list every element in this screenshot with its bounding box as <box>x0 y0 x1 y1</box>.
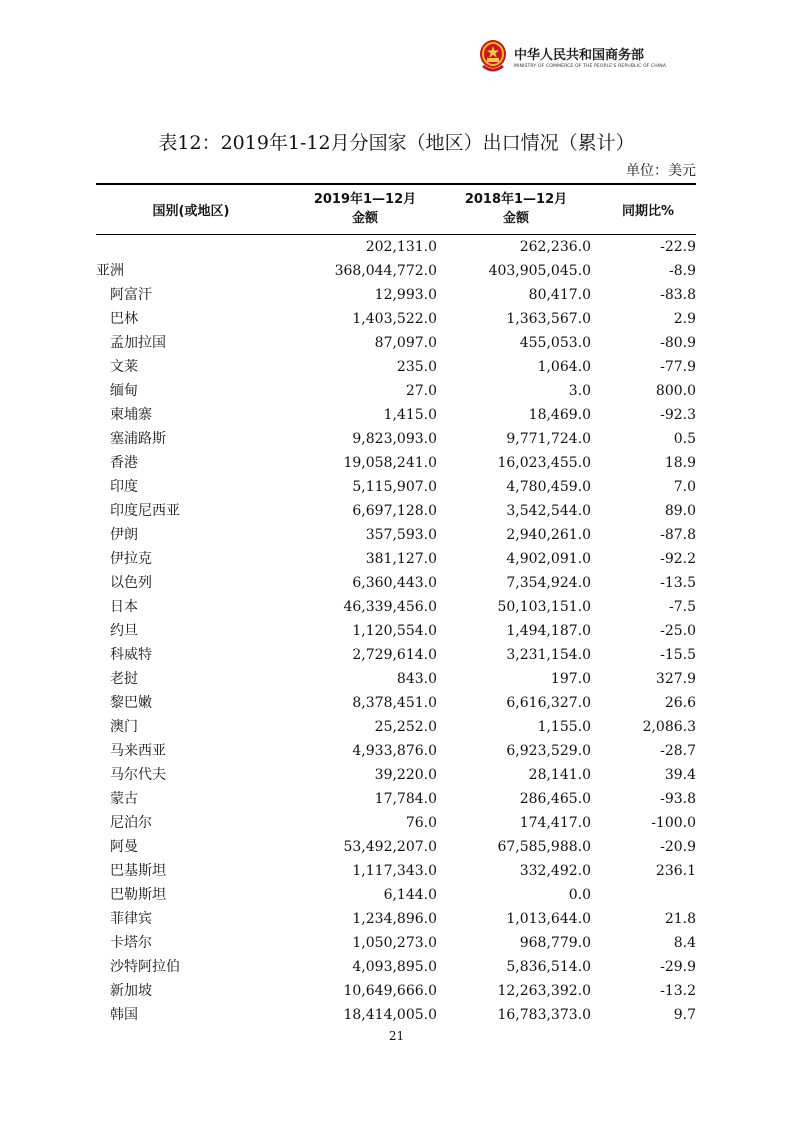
table-row <box>0 403 793 427</box>
yoy-cell: 800.0 <box>655 383 696 399</box>
table-row <box>0 355 793 379</box>
ministry-name-cn: 中华人民共和国商务部 <box>514 48 645 63</box>
amount-2019-cell: 18,414,005.0 <box>343 1007 437 1023</box>
country-cell: 科威特 <box>110 647 152 663</box>
yoy-cell: 8.4 <box>673 935 696 951</box>
amount-2019-cell: 8,378,451.0 <box>352 695 437 711</box>
amount-2019-cell: 6,360,443.0 <box>352 575 437 591</box>
amount-2018-cell: 6,923,529.0 <box>506 743 591 759</box>
amount-2018-cell: 16,783,373.0 <box>497 1007 591 1023</box>
table-title: 表12：2019年1-12月分国家（地区）出口情况（累计） <box>158 132 635 154</box>
amount-2019-cell: 1,234,896.0 <box>352 911 437 927</box>
yoy-cell: -28.7 <box>660 743 696 759</box>
yoy-cell: -93.8 <box>660 791 696 807</box>
yoy-cell: 7.0 <box>673 479 696 495</box>
amount-2019-cell: 202,131.0 <box>365 239 437 255</box>
amount-2018-cell: 80,417.0 <box>528 287 591 303</box>
yoy-cell: 2,086.3 <box>642 719 696 735</box>
amount-2019-cell: 87,097.0 <box>374 335 437 351</box>
country-cell: 香港 <box>110 455 138 471</box>
table-row <box>0 979 793 1003</box>
country-cell: 新加坡 <box>110 983 152 999</box>
table-row <box>0 715 793 739</box>
country-cell: 阿富汗 <box>110 287 152 303</box>
column-header-country: 国别(或地区) <box>152 204 230 219</box>
yoy-cell: -83.8 <box>660 287 696 303</box>
table-row <box>0 787 793 811</box>
yoy-cell: -8.9 <box>669 263 696 279</box>
table-row <box>0 955 793 979</box>
yoy-cell: 89.0 <box>664 503 696 519</box>
yoy-cell: -22.9 <box>660 239 696 255</box>
country-cell: 约旦 <box>110 623 138 639</box>
amount-2018-cell: 1,494,187.0 <box>506 623 591 639</box>
amount-2018-cell: 332,492.0 <box>519 863 591 879</box>
table-body <box>0 235 793 1027</box>
amount-2019-cell: 2,729,614.0 <box>352 647 437 663</box>
country-cell: 巴勒斯坦 <box>110 887 166 903</box>
table-row <box>0 283 793 307</box>
country-cell: 巴基斯坦 <box>110 863 166 879</box>
amount-2019-cell: 17,784.0 <box>374 791 437 807</box>
country-cell: 马尔代夫 <box>110 767 166 783</box>
yoy-cell: 2.9 <box>673 311 696 327</box>
table-row <box>0 1003 793 1027</box>
amount-2018-cell: 7,354,924.0 <box>506 575 591 591</box>
country-cell: 澳门 <box>110 719 138 735</box>
amount-2018-cell: 3,231,154.0 <box>506 647 591 663</box>
yoy-cell: -29.9 <box>660 959 696 975</box>
table-row <box>0 451 793 475</box>
yoy-cell: -7.5 <box>669 599 696 615</box>
column-header-2018 <box>440 190 592 228</box>
amount-2018-cell: 9,771,724.0 <box>506 431 591 447</box>
country-cell: 伊拉克 <box>110 551 152 567</box>
country-cell: 缅甸 <box>110 383 138 399</box>
country-cell: 柬埔寨 <box>110 407 152 423</box>
yoy-cell: 21.8 <box>664 911 696 927</box>
yoy-cell: -77.9 <box>660 359 696 375</box>
amount-2018-cell: 197.0 <box>550 671 591 687</box>
table-row <box>0 763 793 787</box>
country-cell: 老挝 <box>110 671 138 687</box>
country-cell: 沙特阿拉伯 <box>110 959 180 975</box>
amount-2019-cell: 235.0 <box>396 359 437 375</box>
amount-2018-cell: 1,155.0 <box>537 719 591 735</box>
amount-2019-cell: 843.0 <box>396 671 437 687</box>
yoy-cell: -92.3 <box>660 407 696 423</box>
amount-2019-cell: 357,593.0 <box>365 527 437 543</box>
yoy-cell: -80.9 <box>660 335 696 351</box>
country-cell: 塞浦路斯 <box>110 431 166 447</box>
yoy-cell: 236.1 <box>655 863 696 879</box>
amount-2018-cell: 455,053.0 <box>519 335 591 351</box>
table-row <box>0 595 793 619</box>
table-row <box>0 307 793 331</box>
column-header-2019-amount: 金额 <box>351 211 378 226</box>
column-header-2018-period: 2018年1—12月 <box>464 192 568 207</box>
country-cell: 文莱 <box>110 359 138 375</box>
yoy-cell: 9.7 <box>673 1007 696 1023</box>
yoy-cell: 26.6 <box>664 695 696 711</box>
amount-2018-cell: 67,585,988.0 <box>497 839 591 855</box>
amount-2018-cell: 4,780,459.0 <box>506 479 591 495</box>
table-row <box>0 427 793 451</box>
table-row <box>0 883 793 907</box>
country-cell: 阿曼 <box>110 839 138 855</box>
yoy-cell: -15.5 <box>660 647 696 663</box>
amount-2019-cell: 6,697,128.0 <box>352 503 437 519</box>
amount-2018-cell: 6,616,327.0 <box>506 695 591 711</box>
table-row <box>0 739 793 763</box>
table-row <box>0 859 793 883</box>
yoy-cell: 327.9 <box>655 671 696 687</box>
table-row <box>0 475 793 499</box>
table-row <box>0 331 793 355</box>
amount-2018-cell: 3,542,544.0 <box>506 503 591 519</box>
amount-2018-cell: 5,836,514.0 <box>506 959 591 975</box>
country-cell: 韩国 <box>110 1007 138 1023</box>
country-cell: 孟加拉国 <box>110 335 166 351</box>
yoy-cell: 18.9 <box>664 455 696 471</box>
table-row <box>0 235 793 259</box>
yoy-cell: 0.5 <box>673 431 696 447</box>
amount-2019-cell: 1,117,343.0 <box>352 863 437 879</box>
amount-2018-cell: 18,469.0 <box>528 407 591 423</box>
yoy-cell: -20.9 <box>660 839 696 855</box>
country-cell: 蒙古 <box>110 791 138 807</box>
country-cell: 日本 <box>110 599 138 615</box>
amount-2019-cell: 9,823,093.0 <box>352 431 437 447</box>
table-row <box>0 571 793 595</box>
amount-2019-cell: 4,933,876.0 <box>352 743 437 759</box>
amount-2019-cell: 27.0 <box>405 383 437 399</box>
amount-2018-cell: 1,363,567.0 <box>506 311 591 327</box>
amount-2019-cell: 368,044,772.0 <box>334 263 437 279</box>
amount-2019-cell: 12,993.0 <box>374 287 437 303</box>
amount-2019-cell: 25,252.0 <box>374 719 437 735</box>
amount-2019-cell: 1,050,273.0 <box>352 935 437 951</box>
amount-2019-cell: 53,492,207.0 <box>343 839 437 855</box>
amount-2019-cell: 76.0 <box>405 815 437 831</box>
country-cell: 印度 <box>110 479 138 495</box>
country-cell: 以色列 <box>110 575 152 591</box>
amount-2019-cell: 5,115,907.0 <box>352 479 437 495</box>
country-cell: 伊朗 <box>110 527 138 543</box>
table-row <box>0 835 793 859</box>
country-cell: 马来西亚 <box>110 743 166 759</box>
table-row <box>0 379 793 403</box>
country-cell: 卡塔尔 <box>110 935 152 951</box>
table-row <box>0 811 793 835</box>
amount-2018-cell: 2,940,261.0 <box>506 527 591 543</box>
table-row <box>0 547 793 571</box>
table-row <box>0 667 793 691</box>
table-top-rule <box>96 183 696 185</box>
amount-2019-cell: 39,220.0 <box>374 767 437 783</box>
amount-2018-cell: 1,013,644.0 <box>506 911 591 927</box>
amount-2018-cell: 50,103,151.0 <box>497 599 591 615</box>
yoy-cell: -13.2 <box>660 983 696 999</box>
amount-2018-cell: 12,263,392.0 <box>497 983 591 999</box>
ministry-name-en: MINISTRY OF COMMERCE OF THE PEOPLE'S REPUBLIC OF CHINA <box>514 64 667 69</box>
table-row <box>0 691 793 715</box>
table-row <box>0 619 793 643</box>
column-header-yoy: 同期比% <box>621 204 675 219</box>
table-row <box>0 259 793 283</box>
country-cell: 菲律宾 <box>110 911 152 927</box>
amount-2019-cell: 10,649,666.0 <box>343 983 437 999</box>
table-row <box>0 643 793 667</box>
amount-2018-cell: 16,023,455.0 <box>497 455 591 471</box>
amount-2018-cell: 403,905,045.0 <box>488 263 591 279</box>
yoy-cell: -100.0 <box>651 815 696 831</box>
unit-label: 单位：美元 <box>626 163 696 179</box>
amount-2019-cell: 1,415.0 <box>383 407 437 423</box>
country-cell: 亚洲 <box>96 263 124 279</box>
amount-2018-cell: 262,236.0 <box>519 239 591 255</box>
amount-2019-cell: 4,093,895.0 <box>352 959 437 975</box>
table-row <box>0 499 793 523</box>
table-row <box>0 931 793 955</box>
amount-2018-cell: 286,465.0 <box>519 791 591 807</box>
amount-2019-cell: 1,403,522.0 <box>352 311 437 327</box>
amount-2018-cell: 0.0 <box>568 887 591 903</box>
yoy-cell: -25.0 <box>660 623 696 639</box>
table-row <box>0 523 793 547</box>
ministry-header <box>478 38 738 80</box>
country-cell: 尼泊尔 <box>110 815 152 831</box>
amount-2018-cell: 1,064.0 <box>537 359 591 375</box>
column-header-2019 <box>290 190 440 228</box>
national-emblem-icon <box>478 38 508 74</box>
amount-2019-cell: 19,058,241.0 <box>343 455 437 471</box>
column-header-2019-period: 2019年1—12月 <box>313 192 417 207</box>
page-number: 21 <box>388 1029 405 1043</box>
yoy-cell: -13.5 <box>660 575 696 591</box>
amount-2018-cell: 4,902,091.0 <box>506 551 591 567</box>
amount-2019-cell: 6,144.0 <box>383 887 437 903</box>
amount-2018-cell: 968,779.0 <box>519 935 591 951</box>
amount-2018-cell: 3.0 <box>568 383 591 399</box>
amount-2019-cell: 46,339,456.0 <box>343 599 437 615</box>
country-cell: 巴林 <box>110 311 138 327</box>
column-header-2018-amount: 金额 <box>502 211 529 226</box>
amount-2018-cell: 174,417.0 <box>519 815 591 831</box>
country-cell: 印度尼西亚 <box>110 503 180 519</box>
yoy-cell: 39.4 <box>664 767 696 783</box>
amount-2019-cell: 1,120,554.0 <box>352 623 437 639</box>
yoy-cell: -87.8 <box>660 527 696 543</box>
amount-2018-cell: 28,141.0 <box>528 767 591 783</box>
table-row <box>0 907 793 931</box>
country-cell: 黎巴嫩 <box>110 695 152 711</box>
amount-2019-cell: 381,127.0 <box>365 551 437 567</box>
yoy-cell: -92.2 <box>660 551 696 567</box>
